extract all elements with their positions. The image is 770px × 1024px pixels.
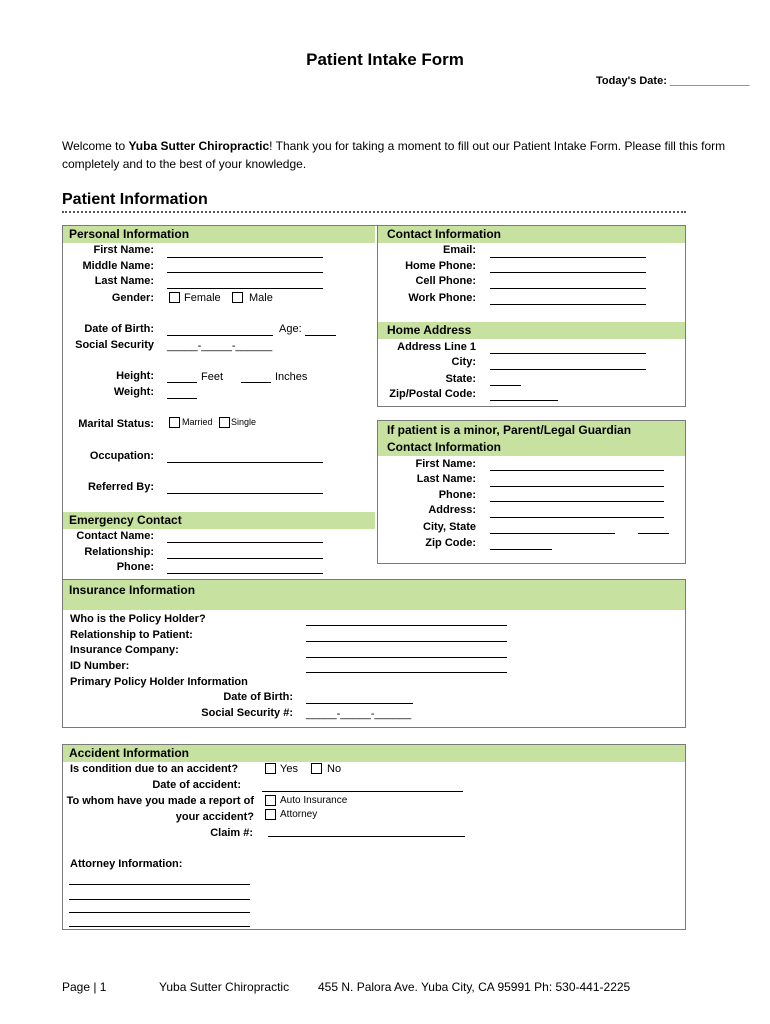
personal-info-header: Personal Information — [63, 226, 375, 243]
ins-relationship-field[interactable] — [306, 641, 507, 642]
intro-clinic: Yuba Sutter Chiropractic — [128, 139, 270, 153]
policy-holder-field[interactable] — [306, 625, 507, 626]
ins-dob-label: Date of Birth: — [223, 691, 293, 703]
female-checkbox[interactable] — [169, 292, 180, 303]
middle-name-field[interactable] — [167, 272, 323, 273]
g-zip-field[interactable] — [490, 549, 552, 550]
footer-address: 455 N. Palora Ave. Yuba City, CA 95991 Ph: 530-441-2225 — [318, 980, 631, 994]
city-field[interactable] — [490, 369, 646, 370]
ins-id-label: ID Number: — [70, 660, 130, 672]
accident-header: Accident Information — [63, 745, 685, 762]
single-checkbox[interactable] — [219, 417, 230, 428]
ins-company-field[interactable] — [306, 657, 507, 658]
weight-field[interactable] — [167, 398, 197, 399]
occupation-field[interactable] — [167, 462, 323, 463]
height-label: Height: — [116, 370, 154, 382]
state-field[interactable] — [490, 385, 521, 386]
no-checkbox[interactable] — [311, 763, 322, 774]
ins-relationship-label: Relationship to Patient: — [70, 629, 193, 641]
guardian-header-line2: Contact Information — [387, 440, 501, 454]
home-address-header: Home Address — [378, 322, 685, 339]
dob-field[interactable] — [167, 335, 273, 336]
gender-label: Gender: — [111, 292, 154, 304]
ins-dob-field[interactable] — [306, 703, 413, 704]
work-phone-field[interactable] — [490, 304, 646, 305]
g-phone-field[interactable] — [490, 501, 664, 502]
yes-checkbox[interactable] — [265, 763, 276, 774]
yes-label: Yes — [280, 763, 298, 775]
accident-date-field[interactable] — [262, 791, 463, 792]
contact-info-header: Contact Information — [378, 226, 685, 243]
g-city-field[interactable] — [490, 533, 615, 534]
intro-suffix: ! Thank you for taking a moment to fill out our Patient Intake Form. Please fill this form — [269, 139, 726, 153]
emergency-header: Emergency Contact — [63, 512, 375, 529]
zip-field[interactable] — [490, 400, 558, 401]
ins-ssn-label: Social Security #: — [201, 707, 293, 719]
ec-relationship-field[interactable] — [167, 558, 323, 559]
last-name-field[interactable] — [167, 288, 323, 289]
email-label: Email: — [442, 244, 476, 256]
ec-name-label: Contact Name: — [76, 530, 154, 542]
g-last-name-label: Last Name: — [416, 473, 476, 485]
section-title: Patient Information — [62, 191, 208, 208]
married-label: Married — [182, 417, 213, 427]
policy-holder-label: Who is the Policy Holder? — [70, 613, 206, 625]
ins-id-field[interactable] — [306, 672, 507, 673]
g-address-field[interactable] — [490, 517, 664, 518]
married-checkbox[interactable] — [169, 417, 180, 428]
g-city-state-label: City, State — [423, 521, 476, 533]
g-phone-label: Phone: — [438, 489, 476, 501]
male-label: Male — [249, 292, 273, 304]
attorney-info-line-4[interactable] — [69, 926, 250, 927]
no-label: No — [327, 763, 342, 775]
accident-question-label: Is condition due to an accident? — [70, 763, 239, 775]
home-phone-label: Home Phone: — [405, 260, 476, 272]
male-checkbox[interactable] — [232, 292, 243, 303]
age-field[interactable] — [305, 335, 336, 336]
cell-phone-field[interactable] — [490, 288, 646, 289]
page-title: Patient Intake Form — [306, 50, 464, 69]
ec-relationship-label: Relationship: — [84, 546, 154, 558]
address1-field[interactable] — [490, 353, 646, 354]
weight-label: Weight: — [113, 386, 154, 398]
attorney-info-line-3[interactable] — [69, 912, 250, 913]
ec-phone-label: Phone: — [116, 561, 154, 573]
intro-line-2: completely and to the best of your knowledge. — [62, 157, 307, 171]
g-first-name-field[interactable] — [490, 470, 664, 471]
work-phone-label: Work Phone: — [408, 292, 476, 304]
g-first-name-label: First Name: — [415, 458, 476, 470]
footer-page: Page | 1 — [62, 980, 107, 994]
guardian-header — [378, 421, 685, 456]
g-address-label: Address: — [428, 504, 476, 516]
ins-ssn-field[interactable]: _____-_____-______ — [306, 708, 412, 720]
address1-label: Address Line 1 — [397, 341, 476, 353]
intro-line-1 — [62, 139, 725, 153]
single-label: Single — [231, 417, 257, 427]
female-label: Female — [184, 292, 221, 304]
city-label: City: — [451, 356, 476, 368]
height-inches-field[interactable] — [241, 382, 271, 383]
todays-date: Today's Date: _____________ — [596, 75, 750, 87]
g-zip-label: Zip Code: — [425, 537, 476, 549]
intro-prefix: Welcome to — [62, 139, 129, 153]
attorney-label: Attorney — [280, 809, 318, 820]
ssn-field[interactable]: _____-_____-______ — [167, 340, 273, 352]
attorney-info-line-1[interactable] — [69, 884, 250, 885]
reported-label-1: To whom have you made a report of — [66, 795, 254, 807]
primary-holder-label: Primary Policy Holder Information — [70, 676, 248, 688]
age-label: Age: — [279, 323, 302, 335]
auto-insurance-label: Auto Insurance — [280, 795, 348, 806]
attorney-checkbox[interactable] — [265, 809, 276, 820]
claim-label: Claim #: — [210, 827, 253, 839]
insurance-header: Insurance Information — [63, 580, 685, 610]
cell-phone-label: Cell Phone: — [415, 275, 476, 287]
first-name-field[interactable] — [167, 257, 323, 258]
marital-label: Marital Status: — [78, 418, 154, 430]
reported-label-2: your accident? — [175, 811, 254, 823]
accident-date-label: Date of accident: — [152, 779, 241, 791]
inches-label: Inches — [275, 371, 308, 383]
state-label: State: — [445, 373, 476, 385]
section-divider — [62, 211, 686, 213]
referred-label: Referred By: — [87, 481, 154, 493]
g-last-name-field[interactable] — [490, 486, 664, 487]
dob-label: Date of Birth: — [84, 323, 154, 335]
claim-field[interactable] — [268, 836, 465, 837]
first-name-label: First Name: — [93, 244, 154, 256]
home-phone-field[interactable] — [490, 272, 646, 273]
footer-clinic: Yuba Sutter Chiropractic — [159, 980, 290, 994]
last-name-label: Last Name: — [94, 275, 154, 287]
ec-name-field[interactable] — [167, 542, 323, 543]
attorney-info-line-2[interactable] — [69, 899, 250, 900]
zip-label: Zip/Postal Code: — [389, 388, 476, 400]
guardian-header-line1: If patient is a minor, Parent/Legal Guardian — [387, 423, 632, 437]
auto-insurance-checkbox[interactable] — [265, 795, 276, 806]
email-field[interactable] — [490, 257, 646, 258]
middle-name-label: Middle Name: — [82, 260, 154, 272]
height-feet-field[interactable] — [167, 382, 197, 383]
feet-label: Feet — [201, 371, 224, 383]
ssn-label: Social Security — [75, 339, 154, 351]
g-state-field[interactable] — [638, 533, 669, 534]
attorney-info-label: Attorney Information: — [70, 858, 183, 870]
referred-field[interactable] — [167, 493, 323, 494]
ins-company-label: Insurance Company: — [70, 644, 179, 656]
ec-phone-field[interactable] — [167, 573, 323, 574]
occupation-label: Occupation: — [89, 450, 154, 462]
